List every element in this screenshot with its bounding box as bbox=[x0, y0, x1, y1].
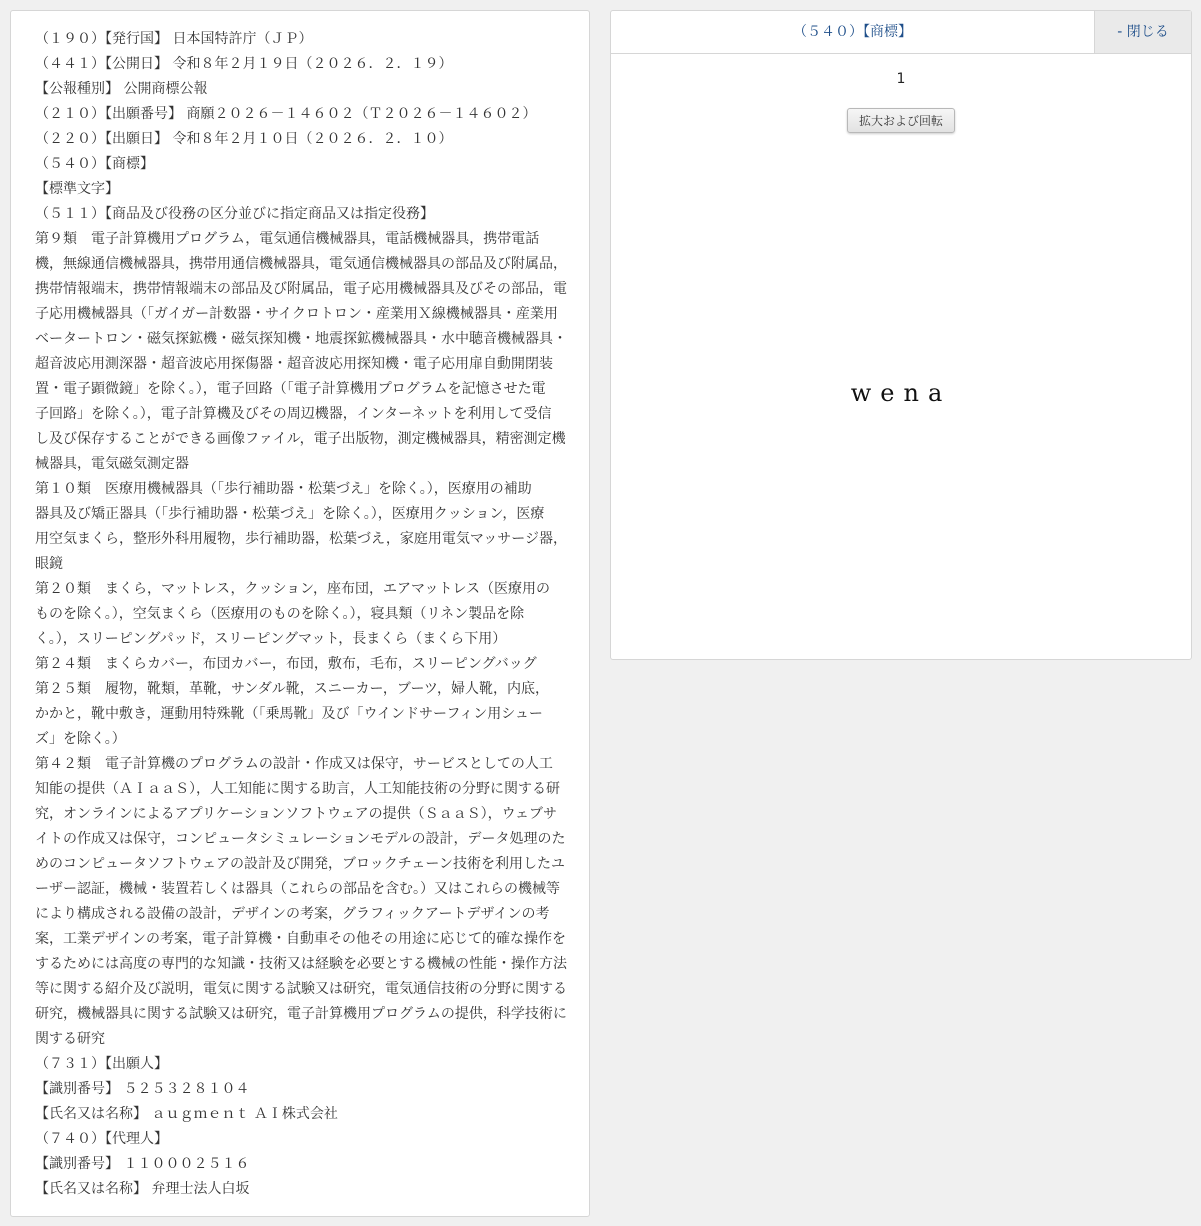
gazette-line: めのコンピュータソフトウェアの設計及び開発，ブロックチェーン技術を利用したユ bbox=[35, 856, 566, 872]
gazette-line: 第２０類 まくら，マットレス，クッション，座布団，エアマットレス（医療用の bbox=[35, 581, 551, 597]
gazette-text-body bbox=[35, 27, 565, 1202]
gazette-line: 等に関する紹介及び説明，電気に関する試験又は研究，電気通信技術の分野に関する bbox=[35, 981, 567, 997]
gazette-line: するためには高度の専門的な知識・技術又は経験を必要とする機械の性能・操作方法 bbox=[35, 956, 567, 972]
zoom-rotate-button[interactable]: 拡大および回転 bbox=[847, 108, 955, 133]
gazette-line: 案，工業デザインの考案，電子計算機・自動車その他その用途に応じて的確な操作を bbox=[35, 931, 567, 947]
gazette-text-panel bbox=[10, 10, 590, 1217]
gazette-line: く。），スリーピングパッド，スリーピングマット，長まくら（まくら下用） bbox=[35, 631, 507, 647]
gazette-line: 器具及び矯正器具（「歩行補助器・松葉づえ」を除く。），医療用クッション，医療 bbox=[35, 506, 545, 522]
gazette-line: 【標準文字】 bbox=[35, 181, 119, 197]
gazette-line: 子回路」を除く。），電子計算機及びその周辺機器，インターネットを利用して受信 bbox=[35, 406, 552, 422]
gazette-line: ものを除く。），空気まくら（医療用のものを除く。），寝具類（リネン製品を除 bbox=[35, 606, 525, 622]
page-number: 1 bbox=[896, 71, 906, 87]
close-button[interactable]: - 閉じる bbox=[1094, 11, 1191, 53]
trademark-image: wena bbox=[850, 379, 952, 407]
gazette-line: ズ」を除く。） bbox=[35, 731, 126, 747]
gazette-line: 【氏名又は名称】 ａｕｇｍｅｎｔ ＡＩ株式会社 bbox=[35, 1106, 338, 1122]
gazette-line: （７３１）【出願人】 bbox=[35, 1056, 168, 1072]
gazette-line: 【識別番号】 ５２５３２８１０４ bbox=[35, 1081, 250, 1097]
gazette-line: 機，無線通信機械器具，携帯用通信機械器具，電気通信機械器具の部品及び附属品， bbox=[35, 256, 567, 272]
gazette-line: 子応用機械器具（「ガイガー計数器・サイクロトロン・産業用Ｘ線機械器具・産業用 bbox=[35, 306, 558, 322]
gazette-line: 械器具，電気磁気測定器 bbox=[35, 456, 189, 472]
gazette-line: 超音波応用測深器・超音波応用探傷器・超音波応用探知機・電子応用扉自動開閉装 bbox=[35, 356, 553, 372]
gazette-line: （４４１）【公開日】 令和８年２月１９日（２０２６．２．１９） bbox=[35, 56, 453, 72]
gazette-line: 第２５類 履物，靴類，革靴，サンダル靴，スニーカー，ブーツ，婦人靴，内底， bbox=[35, 681, 549, 697]
gazette-line: 置・電子顕微鏡」を除く。），電子回路（「電子計算機用プログラムを記憶させた電 bbox=[35, 381, 546, 397]
gazette-line: ーザー認証，機械・装置若しくは器具（これらの部品を含む。）又はこれらの機械等 bbox=[35, 881, 560, 897]
gazette-line: 究，オンラインによるアプリケーションソフトウェアの提供（ＳａａＳ），ウェブサ bbox=[35, 806, 558, 822]
gazette-line: （２１０）【出願番号】 商願２０２６－１４６０２（Ｔ２０２６－１４６０２） bbox=[35, 106, 537, 122]
gazette-line: ベータートロン・磁気探鉱機・磁気探知機・地震探鉱機械器具・水中聴音機械器具・ bbox=[35, 331, 567, 347]
viewer-title: （５４０）【商標】 bbox=[793, 24, 912, 40]
gazette-line: 知能の提供（ＡＩａａＳ），人工知能に関する助言，人工知能技術の分野に関する研 bbox=[35, 781, 560, 797]
gazette-line: かかと，靴中敷き，運動用特殊靴（「乗馬靴」及び「ウインドサーフィン用シュー bbox=[35, 706, 543, 722]
gazette-line: （５４０）【商標】 bbox=[35, 156, 154, 172]
gazette-line: 眼鏡 bbox=[35, 556, 63, 572]
trademark-viewer-panel bbox=[610, 10, 1192, 660]
gazette-line: （１９０）【発行国】 日本国特許庁（ＪＰ） bbox=[35, 31, 313, 47]
gazette-line: 用空気まくら，整形外科用履物，歩行補助器，松葉づえ，家庭用電気マッサージ器， bbox=[35, 531, 567, 547]
gazette-line: 第４２類 電子計算機のプログラムの設計・作成又は保守，サービスとしての人工 bbox=[35, 756, 553, 772]
gazette-line: 第２４類 まくらカバー，布団カバー，布団，敷布，毛布，スリーピングバッグ bbox=[35, 656, 537, 672]
viewer-header bbox=[611, 11, 1191, 54]
gazette-line: により構成される設備の設計，デザインの考案，グラフィックアートデザインの考 bbox=[35, 906, 550, 922]
gazette-line: 研究，機械器具に関する試験又は研究，電子計算機用プログラムの提供，科学技術に bbox=[35, 1006, 567, 1022]
gazette-line: （２２０）【出願日】 令和８年２月１０日（２０２６．２．１０） bbox=[35, 131, 453, 147]
gazette-line: 【氏名又は名称】 弁理士法人白坂 bbox=[35, 1181, 250, 1197]
gazette-line: 【識別番号】 １１０００２５１６ bbox=[35, 1156, 250, 1172]
gazette-line: （７４０）【代理人】 bbox=[35, 1131, 168, 1147]
gazette-line: （５１１）【商品及び役務の区分並びに指定商品又は指定役務】 bbox=[35, 206, 434, 222]
gazette-line: 【公報種別】 公開商標公報 bbox=[35, 81, 208, 97]
gazette-line: 関する研究 bbox=[35, 1031, 105, 1047]
gazette-line: 第９類 電子計算機用プログラム，電気通信機械器具，電話機械器具，携帯電話 bbox=[35, 231, 540, 247]
gazette-line: イトの作成又は保守，コンピュータシミュレーションモデルの設計，データ処理のた bbox=[35, 831, 566, 847]
gazette-line: 第１０類 医療用機械器具（「歩行補助器・松葉づえ」を除く。），医療用の補助 bbox=[35, 481, 532, 497]
gazette-line: し及び保存することができる画像ファイル，電子出版物，測定機械器具，精密測定機 bbox=[35, 431, 566, 447]
gazette-line: 携帯情報端末，携帯情報端末の部品及び附属品，電子応用機械器具及びその部品，電 bbox=[35, 281, 567, 297]
